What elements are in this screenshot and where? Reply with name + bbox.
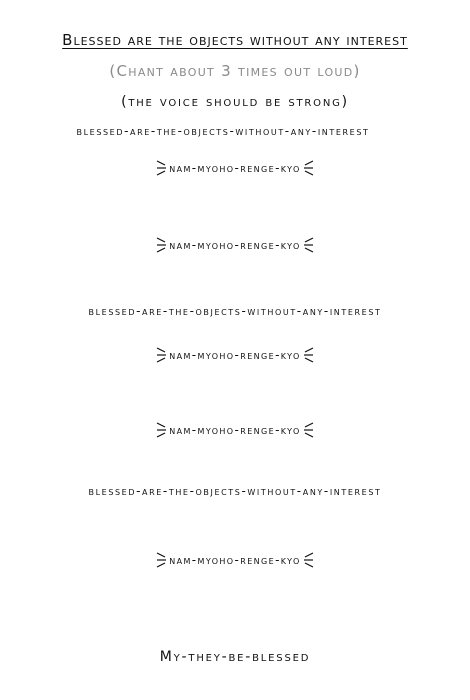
chant-line-5 [0, 550, 470, 572]
closing-line: My-they-be-blessed [159, 649, 311, 665]
chant-text: nam-myoho-renge-kyo [169, 161, 301, 175]
emphasis-rays-right-icon [302, 420, 314, 440]
blessed-line-2: blessed-are-the-objects-without-any-interest [88, 304, 382, 318]
emphasis-rays-left-icon [156, 420, 168, 440]
voice-note: (the voice should be strong) [121, 94, 349, 110]
instruction-subtitle: (Chant about 3 times out loud) [109, 62, 361, 80]
emphasis-rays-left-icon [156, 345, 168, 365]
blessed-line-1: blessed-are-the-objects-without-any-interest [76, 124, 370, 138]
emphasis-rays-right-icon [302, 550, 314, 570]
emphasis-rays-left-icon [156, 235, 168, 255]
chant-line-3 [0, 345, 470, 367]
chant-line-2 [0, 235, 470, 257]
emphasis-rays-right-icon [302, 345, 314, 365]
emphasis-rays-left-icon [156, 550, 168, 570]
chant-text: nam-myoho-renge-kyo [169, 423, 301, 437]
emphasis-rays-right-icon [302, 158, 314, 178]
chant-line-4 [0, 420, 470, 442]
chant-text: nam-myoho-renge-kyo [169, 348, 301, 362]
chant-text: nam-myoho-renge-kyo [169, 553, 301, 567]
blessed-line-3: blessed-are-the-objects-without-any-interest [88, 484, 382, 498]
chant-line-1 [0, 158, 470, 180]
emphasis-rays-left-icon [156, 158, 168, 178]
chant-text: nam-myoho-renge-kyo [169, 238, 301, 252]
emphasis-rays-right-icon [302, 235, 314, 255]
page-title: Blessed are the objects without any interest [62, 31, 408, 49]
